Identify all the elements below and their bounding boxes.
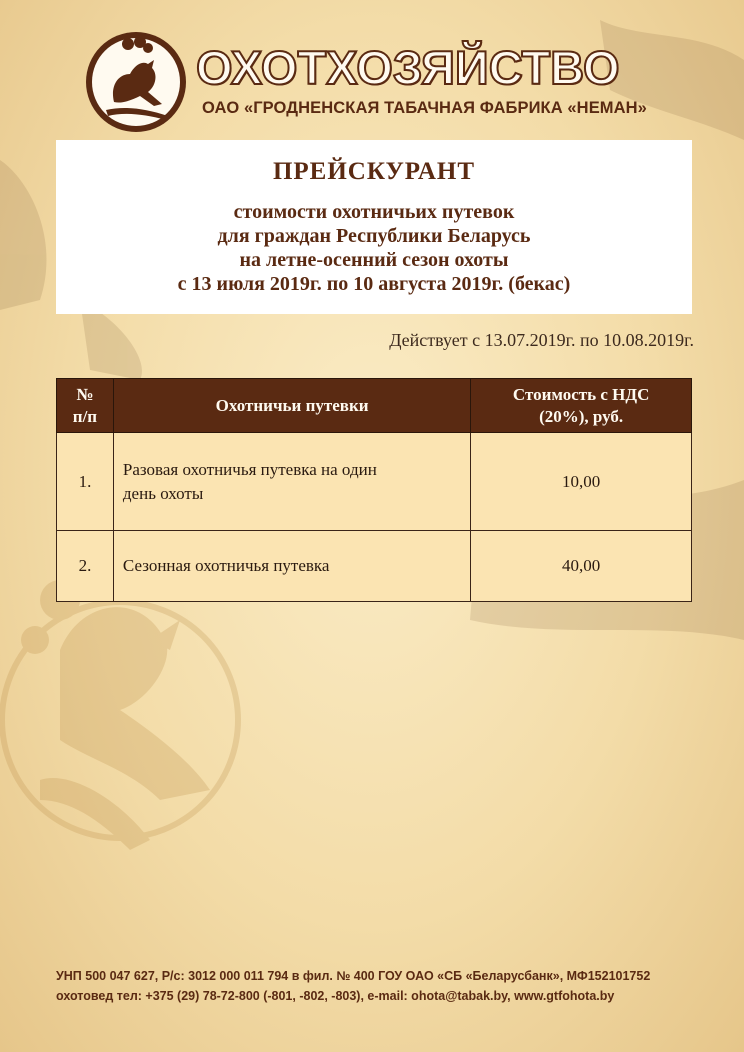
- subtitle-line: для граждан Республики Беларусь: [217, 225, 531, 247]
- header-num-line: п/п: [72, 406, 98, 426]
- row-name: Сезонная охотничья путевка: [113, 531, 470, 602]
- subtitle-line: с 13 июля 2019г. по 10 августа 2019г. (бекас): [177, 273, 571, 295]
- brand-subtitle: ОАО «ГРОДНЕНСКАЯ ТАБАЧНАЯ ФАБРИКА «НЕМАН»: [202, 99, 647, 117]
- title-box: [56, 140, 692, 314]
- validity-period: Действует с 13.07.2019г. по 10.08.2019г.: [389, 330, 694, 350]
- document-subtitle: [56, 200, 692, 296]
- document-title: ПРЕЙСКУРАНТ: [272, 158, 476, 185]
- row-name: [113, 433, 470, 531]
- header-price-line: Стоимость с НДС: [512, 384, 650, 404]
- price-table: [56, 378, 692, 602]
- row-num: 2.: [57, 531, 114, 602]
- header-price: [471, 379, 692, 433]
- footer-bank-details: УНП 500 047 627, Р/с: 3012 000 011 794 в фил. № 400 ГОУ ОАО «СБ «Беларусбанк», МФ152101752: [56, 969, 651, 983]
- footer-contacts: охотовед тел: +375 (29) 78-72-800 (-801, -802, -803), e-mail: ohota@tabak.by, www.gtfohota.by: [56, 989, 615, 1003]
- row-name-line: Разовая охотничья путевка на один: [122, 459, 377, 479]
- header-price-line: (20%), руб.: [539, 406, 624, 426]
- header-name: Охотничьи путевки: [113, 379, 470, 433]
- row-price: 10,00: [471, 433, 692, 531]
- table-row: [57, 433, 692, 531]
- faded-bird-emblem-icon: [2, 580, 238, 850]
- capercaillie-emblem-icon: [84, 30, 188, 134]
- table-row: [57, 531, 692, 602]
- table-header-row: [57, 379, 692, 433]
- subtitle-line: на летне-осенний сезон охоты: [239, 249, 509, 271]
- row-price: 40,00: [471, 531, 692, 602]
- footer: [56, 966, 716, 1006]
- row-num: 1.: [57, 433, 114, 531]
- brand-name: ОХОТХОЗЯЙСТВО: [196, 41, 620, 94]
- header-num: [57, 379, 114, 433]
- row-name-line: день охоты: [122, 483, 204, 503]
- header-num-line: №: [76, 384, 94, 404]
- subtitle-line: стоимости охотничьих путевок: [233, 201, 515, 223]
